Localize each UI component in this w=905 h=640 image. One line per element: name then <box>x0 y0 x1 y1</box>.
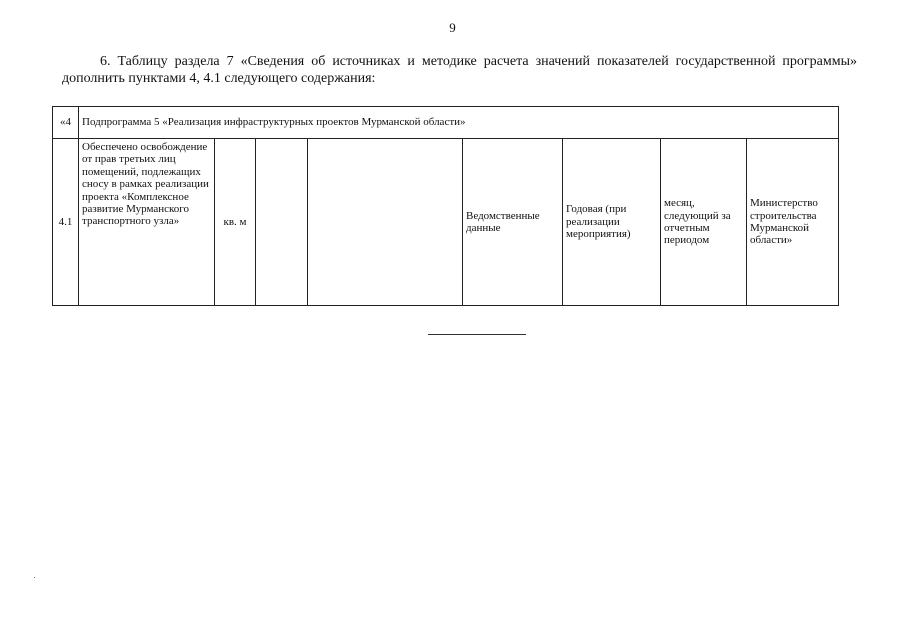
item-number-cell: 4.1 <box>53 139 79 306</box>
sources-table <box>52 106 839 306</box>
empty-cell-5 <box>308 139 463 306</box>
deadline-cell: месяц, следующий за отчетным периодом <box>661 139 747 306</box>
page-number: 9 <box>449 20 456 35</box>
data-source-cell: Ведомственные данные <box>463 139 563 306</box>
scan-speck <box>34 577 35 578</box>
unit-cell: кв. м <box>215 139 256 306</box>
closing-divider <box>428 334 526 335</box>
section-number-cell: «4 <box>53 107 79 139</box>
frequency-cell: Годовая (при реализации мероприятия) <box>563 139 661 306</box>
indicator-name-cell: Обеспечено освобождение от прав третьих лиц помещений, подлежащих сносу в рамках реализации проекта «Комплексное развитие Мурманского транспортного узла» <box>79 139 215 306</box>
empty-cell-4 <box>256 139 308 306</box>
responsible-cell: Министерство строительства Мурманской области» <box>747 139 839 306</box>
intro-paragraph: 6. Таблицу раздела 7 «Сведения об источниках и методике расчета значений показателей государственной программы» дополнить пунктами 4, 4.1 следующего содержания: <box>62 54 857 86</box>
table-row-item <box>53 139 839 306</box>
subprogram-title-cell: Подпрограмма 5 «Реализация инфраструктурных проектов Мурманской области» <box>79 107 839 139</box>
table-row-section <box>53 107 839 139</box>
